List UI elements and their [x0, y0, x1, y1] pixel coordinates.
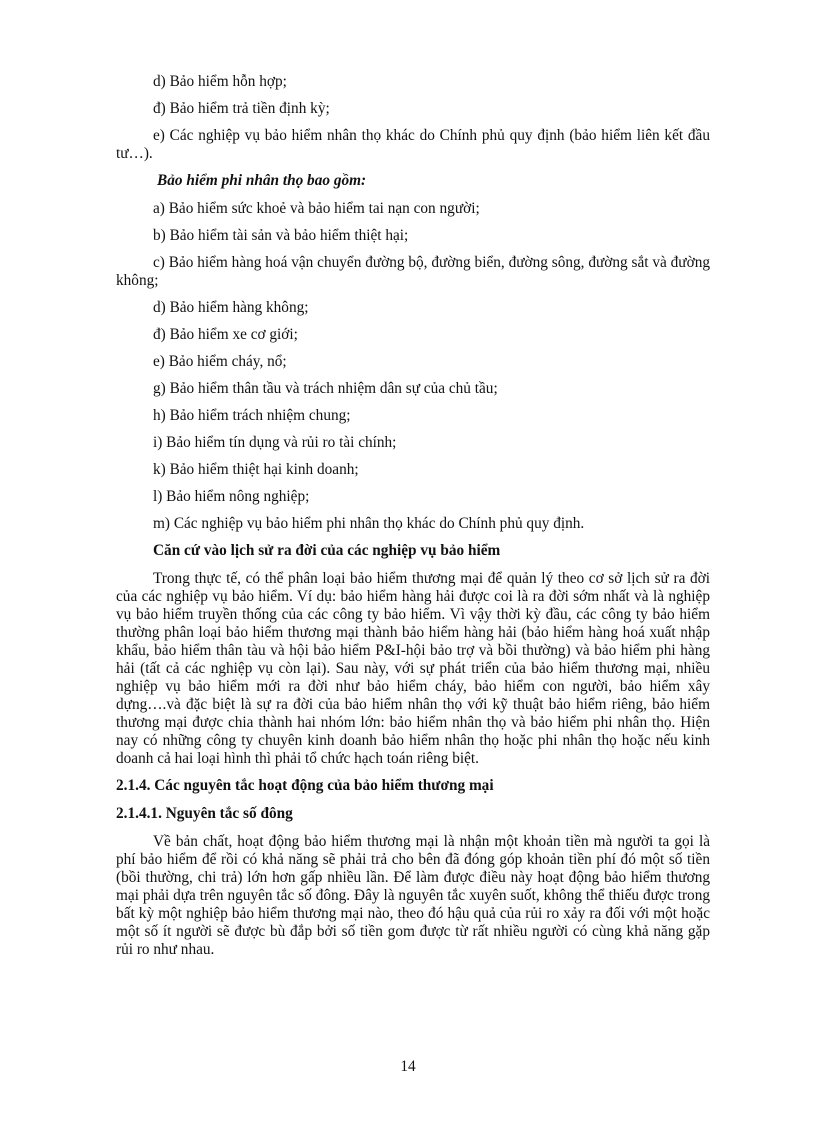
list-item: c) Bảo hiểm hàng hoá vận chuyển đường bộ, đường biển, đường sông, đường sắt và đường không;: [116, 254, 710, 289]
subheading-history: Căn cứ vào lịch sử ra đời của các nghiệp vụ bảo hiểm: [153, 542, 501, 559]
list-item: h) Bảo hiểm trách nhiệm chung;: [153, 407, 351, 424]
list-item: e) Bảo hiểm cháy, nổ;: [153, 353, 287, 370]
page-content: [116, 73, 710, 968]
list-item: đ) Bảo hiểm xe cơ giới;: [153, 326, 298, 343]
list-item: g) Bảo hiểm thân tầu và trách nhiệm dân sự của chủ tầu;: [153, 380, 498, 397]
list-item: đ) Bảo hiểm trả tiền định kỳ;: [153, 100, 330, 117]
list-item: l) Bảo hiểm nông nghiệp;: [153, 488, 310, 505]
list-item: e) Các nghiệp vụ bảo hiểm nhân thọ khác do Chính phủ quy định (bảo hiểm liên kết đầu tư…).: [116, 127, 710, 162]
subheading-non-life: Bảo hiểm phi nhân thọ bao gồm:: [157, 172, 367, 189]
list-item: k) Bảo hiểm thiệt hại kinh doanh;: [153, 461, 359, 478]
list-item: a) Bảo hiểm sức khoẻ và bảo hiểm tai nạn con người;: [153, 200, 480, 217]
list-item: b) Bảo hiểm tài sản và bảo hiểm thiệt hại;: [153, 227, 409, 244]
body-paragraph: Trong thực tế, có thể phân loại bảo hiểm thương mại để quản lý theo cơ sở lịch sử ra đời của các nghiệp vụ bảo hiểm. Ví dụ: bảo hiểm hàng hải được coi là ra đời sớm nhất và là nghiệp vụ bảo hiểm truyền thống của các công ty bảo hiểm. Vì vậy thời kỳ đầu, các công ty bảo hiểm thường phân loại bảo hiểm thương mại thành bảo hiểm hàng hải (bảo hiểm hàng hoá xuất nhập khẩu, bảo hiểm thân tàu và hội bảo hiểm P&I-hội bảo trợ và bồi thường) và bảo hiểm phi hàng hải (tất cả các nghiệp vụ còn lại). Sau này, với sự phát triển của bảo hiểm thương mại, nhiều nghiệp vụ bảo hiểm mới ra đời như bảo hiểm cháy, bảo hiểm con người, bảo hiểm xây dựng….và đặc biệt là sự ra đời của bảo hiểm nhân thọ với kỹ thuật bảo hiểm riêng, bảo hiểm thương mại được chia thành hai nhóm lớn: bảo hiểm nhân thọ và bảo hiểm phi nhân thọ. Hiện nay có những công ty chuyên kinh doanh bảo hiểm nhân thọ hoặc phi nhân thọ hoặc nếu kinh doanh cả hai loại hình thì phải tổ chức hạch toán riêng biệt.: [116, 570, 710, 767]
list-item: i) Bảo hiểm tín dụng và rủi ro tài chính;: [153, 434, 397, 451]
section-heading: 2.1.4.1. Nguyên tắc số đông: [116, 805, 293, 822]
list-item: m) Các nghiệp vụ bảo hiểm phi nhân thọ khác do Chính phủ quy định.: [153, 515, 585, 532]
list-item: d) Bảo hiểm hàng không;: [153, 299, 309, 316]
page-number: 14: [400, 1058, 416, 1075]
section-heading: 2.1.4. Các nguyên tắc hoạt động của bảo hiểm thương mại: [116, 777, 494, 794]
body-paragraph: Về bản chất, hoạt động bảo hiểm thương mại là nhận một khoản tiền mà người ta gọi là phí bảo hiểm để rồi có khả năng sẽ phải trả cho bên đã đóng góp khoản tiền phí đó một số tiền (bồi thường, chi trả) lớn hơn gấp nhiều lần. Để làm được điều này hoạt động bảo hiểm thương mại phải dựa trên nguyên tắc số đông. Đây là nguyên tắc xuyên suốt, không thể thiếu được trong bất kỳ một nghiệp bảo hiểm thương mại nào, theo đó hậu quả của rủi ro xảy ra đối với một hoặc một số ít người sẽ được bù đắp bởi số tiền gom được từ rất nhiều người có cùng khả năng gặp rủi ro như nhau.: [116, 833, 710, 958]
list-item: d) Bảo hiểm hỗn hợp;: [153, 73, 287, 90]
